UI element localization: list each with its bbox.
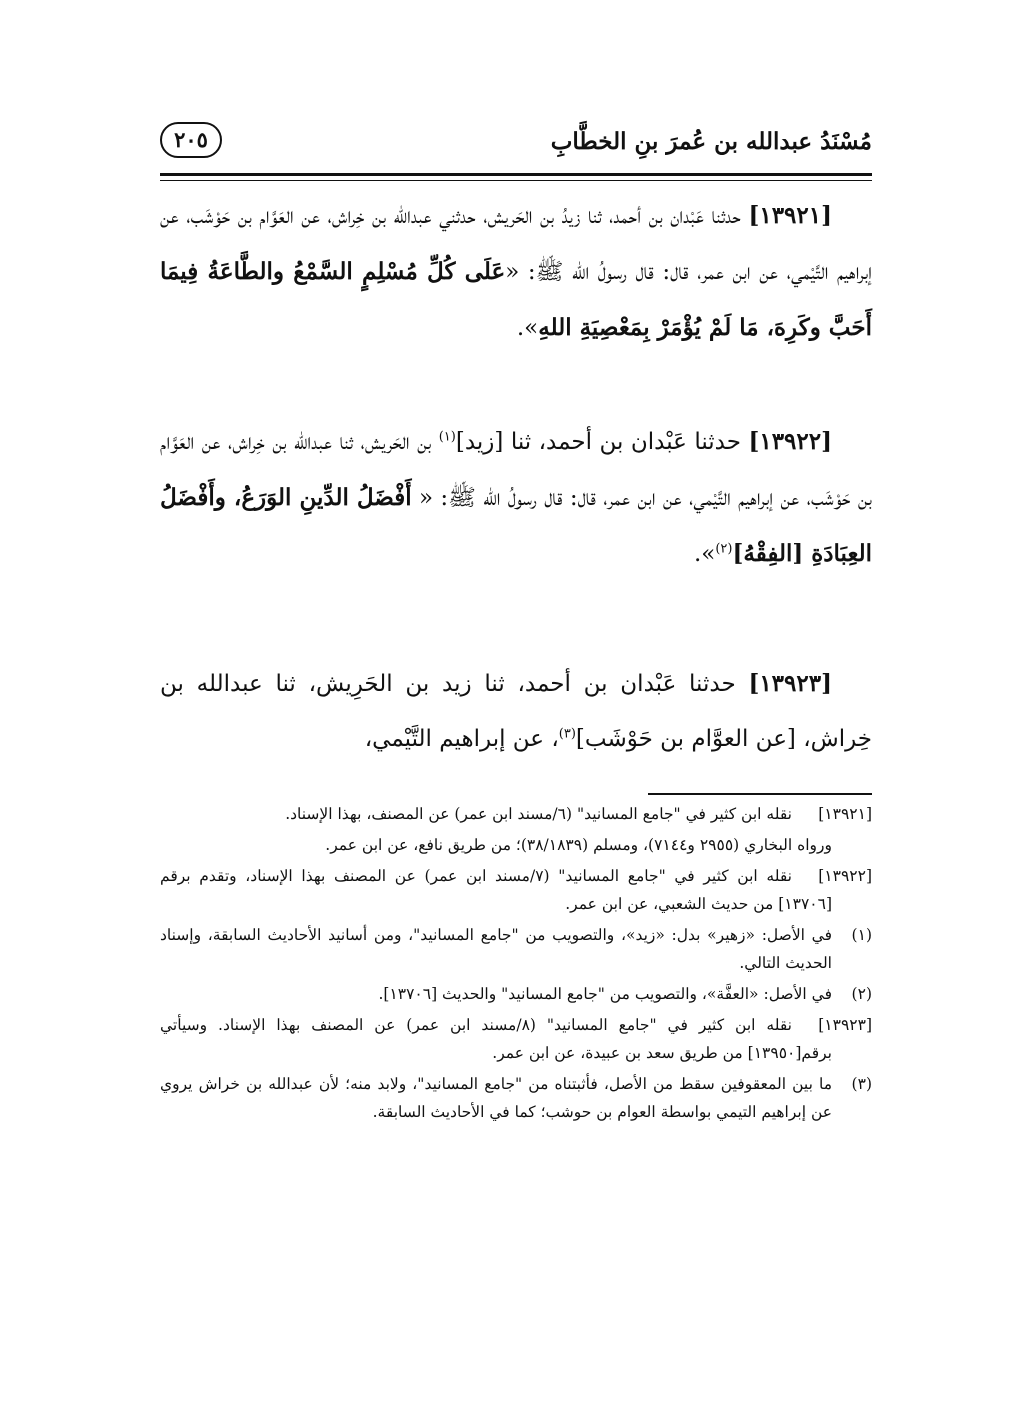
footnote-13921-cont — [160, 831, 872, 859]
footnote-text: ورواه البخاري (٢٩٥٥ و٧١٤٤)، ومسلم (٣٨/١٨٣٩)؛ من طريق نافع، عن ابن عمر. — [325, 836, 832, 854]
hadith-end: ». — [693, 541, 716, 567]
footnote-label: (٢) — [851, 985, 872, 1003]
footnote-13922 — [160, 862, 872, 918]
page-number-badge: ٢٠٥ — [160, 122, 222, 158]
footnote-text: نقله ابن كثير في "جامع المسانيد" (٦/مسند ابن عمر) عن المصنف، بهذا الإسناد. — [285, 805, 792, 823]
hadith-number: [١٣٩٢١] — [748, 202, 833, 229]
footnote-3 — [160, 1070, 872, 1126]
header-rule-thin — [160, 180, 872, 181]
footnote-ref-2[interactable]: (٢) — [715, 541, 733, 557]
page-header — [160, 116, 872, 172]
hadith-number: [١٣٩٢٢] — [748, 428, 833, 455]
footnote-text: نقله ابن كثير في "جامع المسانيد" (٧/مسند ابن عمر) عن المصنف بهذا الإسناد، وتقدم برقم [١٣٧٠٦] من حديث الشعبي، عن ابن عمر. — [160, 867, 832, 913]
footnote-label: [١٣٩٢٣] — [818, 1016, 872, 1034]
footnote-label: (٣) — [851, 1075, 872, 1093]
footnote-text: في الأصل: «العفَّة»، والتصويب من "جامع المسانيد" والحديث [١٣٧٠٦]. — [378, 985, 832, 1003]
footnote-13923 — [160, 1011, 872, 1067]
footnotes — [160, 800, 872, 1129]
footnote-label: [١٣٩٢١] — [818, 805, 872, 823]
hadith-number: [١٣٩٢٣] — [748, 670, 832, 697]
footnote-2 — [160, 980, 872, 1008]
hadith-isnad: حدثنا عَبْدان بن أحمد، ثنا زيدُ بن الحَريش، حدثني عبدالله بن خِراش، عن العَوَّام بن حَوْشَب، عن إبراهيم التَّيْمي، عن ابن عمر، قال: قال رسولُ الله ﷺ: « — [160, 203, 872, 285]
hadith-end: ». — [516, 315, 539, 341]
hadith-matn: عَلَى كُلِّ مُسْلِمٍ السَّمْعُ والطَّاعَةُ فِيمَا أَحَبَّ وكَرِهَ، مَا لَمْ يُؤْمَرْ بِمَعْصِيَةِ اللهِ — [160, 258, 872, 341]
footnote-text: في الأصل: «زهير» بدل: «زيد»، والتصويب من "جامع المسانيد"، ومن أسانيد الأحاديث السابقة، وإسناد الحديث التالي. — [160, 926, 832, 972]
footnote-separator — [648, 793, 872, 795]
hadith-13921 — [160, 188, 872, 356]
hadith-isnad-cont: بن الحَريش، ثنا عبدالله بن خِراش، عن العَوَّام بن حَوْشَب، عن إبراهيم التَّيْمي، عن ابن عمر، قال: قال رسولُ الله ﷺ: « — [160, 429, 872, 511]
hadith-13922 — [160, 414, 872, 582]
footnote-1 — [160, 921, 872, 977]
hadith-isnad-cont: ، عن إبراهيم التَّيْمي، — [364, 726, 559, 752]
footnote-13921 — [160, 800, 872, 828]
running-title: مُسْنَدُ عبدالله بن عُمرَ بنِ الخطَّابِ — [550, 128, 872, 155]
footnote-label: [١٣٩٢٢] — [818, 867, 872, 885]
footnote-label: (١) — [851, 926, 872, 944]
hadith-isnad: حدثنا عَبْدان بن أحمد، ثنا [زيد] — [455, 429, 741, 455]
footnote-text: ما بين المعقوفين سقط من الأصل، فأثبتناه من "جامع المسانيد"، ولابد منه؛ لأن عبدالله بن خراش يروي عن إبراهيم التيمي بواسطة العوام بن حوشب؛ كما في الأحاديث السابقة. — [160, 1075, 832, 1121]
footnote-ref-3[interactable]: (٣) — [558, 726, 576, 742]
hadith-13923 — [160, 656, 872, 767]
footnote-ref-1[interactable]: (١) — [438, 429, 456, 445]
hadith-isnad: حدثنا عَبْدان بن أحمد، ثنا زيد بن الحَرِيش، ثنا عبدالله بن خِراش، [عن العوَّام بن حَوْشَب] — [160, 671, 872, 752]
hadith-matn: أَفْضَلُ الدِّينِ الوَرَعُ، وأَفْضَلُ العِبَادَةِ [الفِقْهُ] — [160, 484, 872, 567]
header-rule-thick — [160, 173, 872, 176]
footnote-text: نقله ابن كثير في "جامع المسانيد" (٨/مسند ابن عمر) عن المصنف بهذا الإسناد. وسيأتي برقم[١٣٩٥٠] من طريق سعد بن عبيدة، عن ابن عمر. — [160, 1016, 832, 1062]
